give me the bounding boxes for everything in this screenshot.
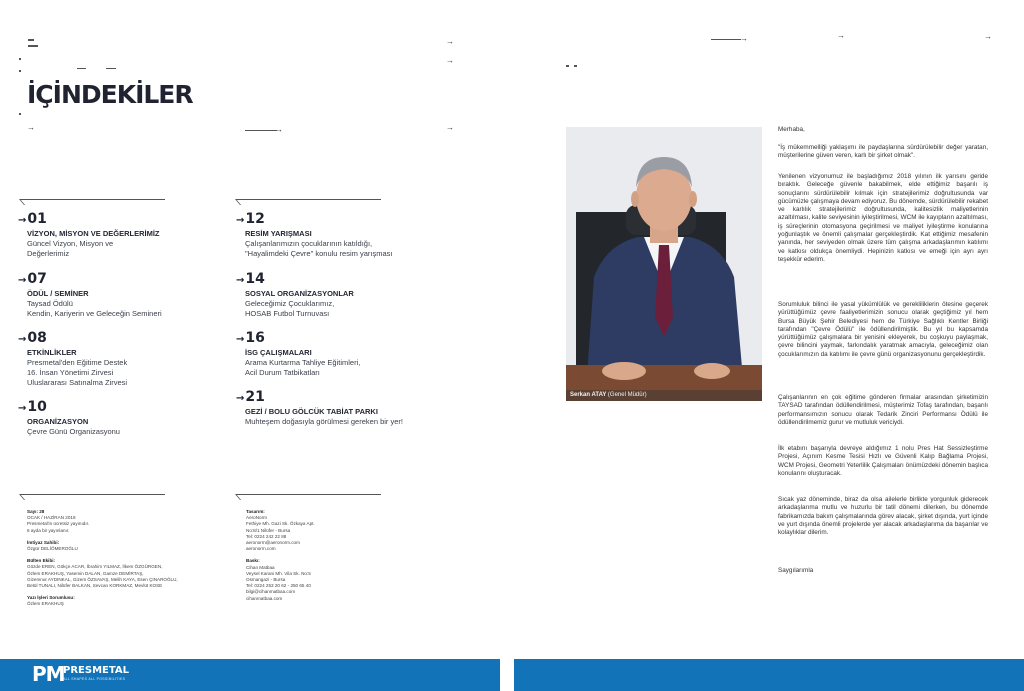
imprint-value: Gözde EREN, Gökçe ACAR, İbrahim YILMAZ, İlkem ÖZGÜRGEN,	[27, 564, 163, 570]
imprint-value: Özgür DELİÖMEROĞLU	[27, 546, 78, 552]
toc-description: Geleceğimiz Çocuklarımız,	[245, 299, 335, 308]
toc-page-number: →21	[236, 389, 265, 405]
toc-item[interactable]	[18, 331, 228, 388]
imprint-label: Baskı:	[246, 558, 260, 564]
decorative-mark	[19, 58, 21, 60]
imprint-value: Gizemnur AYDINKAL, Gizem ÖZSAVAŞ, Melih KAYA, Esen ÇINAROĞLU,	[27, 576, 178, 582]
imprint-value: Tel: 0224 242 22 88	[246, 533, 287, 539]
page-title: İÇİNDEKİLER	[27, 80, 193, 109]
toc-description: Güncel Vizyon, Misyon ve	[27, 239, 114, 248]
portrait-photo	[566, 127, 762, 390]
toc-page-number: →16	[236, 330, 265, 346]
imprint-value: Betül TUNALI, Nilüfer BALKAN, Sevcan KORKMAZ, Mevlüt KOSE	[27, 583, 163, 589]
toc-page-number: →08	[18, 330, 47, 346]
decorative-mark	[77, 68, 86, 69]
caption-role: (Genel Müdür)	[607, 392, 647, 398]
arrow-icon: →	[18, 275, 27, 286]
letter-paragraph: Sıcak yaz döneminde, biraz da olsa ailelerle birlikte yorgunluk giderecek arkadaşlarıma mutlu ve huzurlu bir tatil dönemi dilerken, bu dönemde fabrikamızda bakım çalışmalarında görev alacak, şirket dışında, yurt içinde ve yurt dışında önemli projelerde yer alacak arkadaşlarıma da başarılar ve kolaylıklar dilerim.	[778, 496, 988, 537]
arrow-icon: →	[837, 31, 845, 40]
decorative-mark	[711, 39, 741, 40]
toc-description: Muhteşem doğasıyla görülmesi gereken bir yer!	[245, 417, 403, 426]
imprint-value: AeroNorm	[246, 515, 267, 521]
toc-item[interactable]	[236, 331, 456, 378]
imprint-value: aeronorm.com	[246, 546, 276, 552]
issue-number: Sayı: 28	[27, 509, 45, 514]
toc-page-number: →14	[236, 271, 265, 287]
toc-description: Değerlerimiz	[27, 249, 70, 258]
toc-heading: SOSYAL ORGANİZASYONLAR	[245, 289, 354, 298]
imprint-line: Presmetal'in ücretsiz yayınıdır.	[27, 521, 90, 527]
closing: Saygılarımla	[778, 567, 814, 574]
imprint-value: cihanmatbaa.com	[246, 595, 283, 601]
imprint-value: Veysel Karani Mh. Vila Sk. No:5	[246, 570, 311, 576]
quote-paragraph: "İş mükemmelliği yaklaşımı ile paydaşlarına sürdürülebilir değer yaratan, müşterilerine güven veren, karlı bir şirket olmak".	[778, 144, 988, 160]
arrow-icon: →	[236, 393, 245, 404]
imprint-value: Cihan Matbaa	[246, 564, 275, 570]
decorative-mark	[28, 45, 38, 47]
divider	[20, 199, 165, 206]
letter-paragraph: İlk etabını başarıyla devreye aldığımız 1 nolu Pres Hat Sessizleştirme Projesi, Açınım Kesme Tesisi Hızlı ve Güvenli Kalıp Bağlama Projesi, WCM Projesi, Geometri Yeterlilik Çalışmaları önümüzdeki dönemin başlıca konularını oluşturacak.	[778, 445, 988, 477]
toc-heading: İSG ÇALIŞMALARI	[245, 348, 312, 357]
arrow-icon: →	[27, 123, 35, 132]
arrow-icon: →	[446, 37, 454, 46]
portrait-illustration	[566, 127, 762, 390]
decorative-mark	[106, 68, 116, 69]
toc-heading: VİZYON, MİSYON VE DEĞERLERİMİZ	[27, 229, 160, 238]
letter-paragraph: Çalışanlarının en çok eğitime gönderen firmalar arasından şirketimizin TAYSAD tarafından ödüllendirilmesi, müşterimiz Tofaş tarafından, başarılı performansımızın sonucu olarak Tedarik Zinciri Performansı Ödülü ile ödüllendirilmemiz gurur ve mutluluk vericiydi.	[778, 394, 988, 426]
arrow-icon: →	[984, 32, 992, 41]
toc-description: Kendin, Kariyerin ve Geleceğin Semineri	[27, 309, 162, 318]
imprint-value: Özlem ERAKHUŞ	[27, 601, 64, 607]
photo-caption	[566, 390, 762, 401]
toc-description: Uluslararası Satınalma Zirvesi	[27, 378, 128, 387]
arrow-icon: →	[236, 275, 245, 286]
divider	[236, 199, 381, 206]
toc-page-number: →10	[18, 399, 47, 415]
decorative-mark	[574, 65, 577, 67]
footer-band-right	[514, 659, 1024, 691]
letter-paragraph: Yenilenen vizyonumuz ile başladığımız 2018 yılının ilk yarısını geride bıraktık. Geleceğe güvenle bakabilmek, elde ettiğimiz başarılı iş sonuçlarını sürdürülebilir kılmak için stratejilerimiz doğrultusunda var gücümüzle çalışmaya devam ediyoruz. Bu dönemde, sürdürülebilir rekabet ve karlılık stratejilerimiz doğrultusunda, kalitesizlik maliyetlerinin azaltılması, kalite seviyesinin iyileştirilmesi, WCM ile kayıpların azaltılması, iş süreçlerinin otomasyona geçirilmesi ve maliyet iyileştirme konularına yoğunlaştık ve önemli çalışmalar gerçekleştirdik. Kat ettiğimiz mesafenin yanında, her seviyeden olmak üzere tüm çalışma arkadaşlarımın katılımı ve katkısı oldukça önemliydi. Hepinizin katkısı ve emeği için ayrı ayrı teşekkür ederim.	[778, 173, 988, 263]
arrow-icon: →	[446, 56, 454, 65]
decorative-mark	[19, 113, 21, 115]
imprint-block	[246, 509, 446, 602]
toc-heading: ÖDÜL / SEMİNER	[27, 289, 89, 298]
toc-item[interactable]	[18, 400, 228, 437]
toc-heading: RESİM YARIŞMASI	[245, 229, 312, 238]
arrow-icon: →	[236, 215, 245, 226]
arrow-icon: →	[275, 125, 283, 134]
presmetal-logo-icon: PM	[32, 662, 65, 686]
imprint-label: Tasarım:	[246, 509, 265, 514]
logo-slogan: ALL SHAPES ALL POSSIBILITIES	[63, 677, 126, 681]
arrow-icon: →	[18, 403, 27, 414]
imprint-value: aeronorm@aeronorm.com	[246, 540, 300, 546]
toc-item[interactable]	[18, 272, 228, 319]
arrow-icon: →	[740, 34, 748, 43]
toc-page-number: →12	[236, 211, 265, 227]
imprint-label: Bülten Ekibi:	[27, 558, 56, 564]
arrow-icon: →	[18, 334, 27, 345]
arrow-icon: →	[18, 215, 27, 226]
imprint-value: Özlem ERAKHUŞ, Yasemin DALAN, Gamze DEMİRTAŞ,	[27, 570, 144, 576]
logo-name: PRESMETAL	[63, 665, 130, 676]
toc-heading: GEZİ / BOLU GÖLCÜK TABİAT PARKI	[245, 407, 378, 416]
decorative-mark	[28, 39, 34, 41]
toc-page-number: →01	[18, 211, 47, 227]
toc-description: Çevre Günü Organizasyonu	[27, 427, 120, 436]
toc-item[interactable]	[236, 390, 456, 427]
toc-description: 16. İnsan Yönetimi Zirvesi	[27, 368, 114, 377]
toc-item[interactable]	[236, 212, 456, 259]
toc-description: "Hayalimdeki Çevre" konulu resim yarışması	[245, 249, 393, 258]
toc-item[interactable]	[236, 272, 456, 319]
toc-description: Acil Durum Tatbikatları	[245, 368, 320, 377]
toc-description: Çalışanlarımızın çocuklarının katıldığı,	[245, 239, 373, 248]
issue-date: OCAK / HAZİRAN 2018	[27, 515, 76, 521]
decorative-mark	[245, 130, 277, 131]
arrow-icon: →	[446, 123, 454, 132]
toc-description: Presmetal'den Eğitime Destek	[27, 358, 128, 367]
toc-description: Arama Kurtarma Tahliye Eğitimleri,	[245, 358, 361, 367]
imprint-label: Yazı İşleri Sorumlusu:	[27, 595, 75, 601]
imprint-value: Osmangazi - Bursa	[246, 577, 286, 583]
divider	[20, 494, 165, 501]
caption-name: Serkan ATAY	[570, 392, 607, 398]
imprint-value: bilgi@cihanmatbaa.com	[246, 589, 296, 595]
toc-description: Taysad Ödülü	[27, 299, 73, 308]
toc-description: HOSAB Futbol Turnuvası	[245, 309, 330, 318]
decorative-mark	[19, 70, 21, 72]
imprint-value: Fethiye Mh. Gazi Sk. Özkaya Apt.	[246, 521, 315, 527]
imprint-block	[27, 509, 227, 608]
toc-page-number: →07	[18, 271, 47, 287]
decorative-mark	[566, 65, 569, 67]
arrow-icon: →	[236, 334, 245, 345]
imprint-value: No:8/1 Nilüfer - Bursa	[246, 527, 291, 533]
toc-heading: ORGANİZASYON	[27, 417, 89, 426]
divider	[236, 494, 381, 501]
toc-item[interactable]	[18, 212, 228, 259]
letter-paragraph: Sorumluluk bilinci ile yasal yükümlülük ve gerekliliklerin ötesine geçerek yürüttüğümüz çevre faaliyetlerimizin sonucu olarak geçtiğimiz yıl hem Bursa Büyük Şehir Belediyesi hem de Türkiye Sağlıklı Kentler Birliği tarafından "Çevre Ödülü" ile ödüllendirilmiştik. Bu yıl bu kapsamda yürüttüğümüz çalışmalara bir yenisini ekleyerek, bu coşkuyu paylaşmak, çevre bilincini yaymak, farkındalık yaratmak amacıyla, geleceğimiz olan çocuklarımızın da katılımı ile çevre günü organizasyonunu gerçekleştirdik.	[778, 301, 988, 358]
toc-heading: ETKİNLİKLER	[27, 348, 77, 357]
imprint-value: Tel: 0224 253 20 62 - 250 65 40	[246, 583, 311, 589]
greeting: Merhaba,	[778, 126, 805, 133]
imprint-label: İmtiyaz Sahibi:	[27, 539, 60, 545]
imprint-line: 6 ayda bir yayınlanır.	[27, 527, 70, 533]
